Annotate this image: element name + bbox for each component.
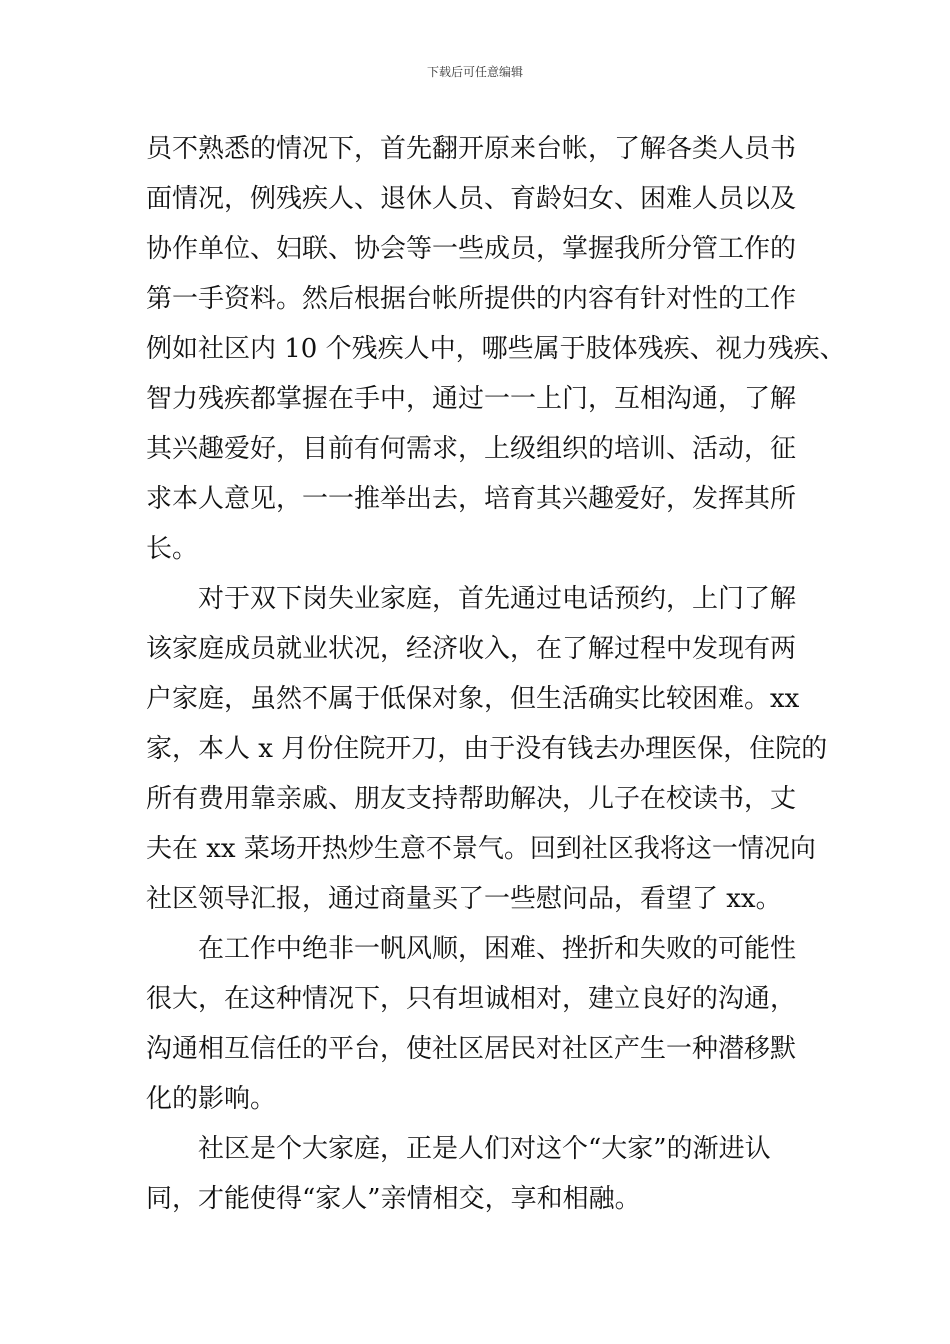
text-line: 在工作中绝非一帆风顺，困难、挫折和失败的可能性 <box>146 934 797 964</box>
text-line: 家，本人 x 月份住院开刀，由于没有钱去办理医保，住院的 <box>146 734 828 764</box>
text-line: 夫在 xx 菜场开热炒生意不景气。回到社区我将这一情况向 <box>146 834 816 864</box>
text-line: 求本人意见，一一推举出去，培育其兴趣爱好，发挥其所 <box>146 484 797 514</box>
text-line: 社区领导汇报，通过商量买了一些慰问品，看望了 xx。 <box>146 884 782 914</box>
text-line: 面情况，例残疾人、退休人员、育龄妇女、困难人员以及 <box>146 184 797 214</box>
text-line: 长。 <box>146 534 199 564</box>
text-line: 智力残疾都掌握在手中，通过一一上门，互相沟通，了解 <box>146 384 797 414</box>
text-line: 其兴趣爱好，目前有何需求，上级组织的培训、活动，征 <box>146 434 797 464</box>
text-line: 社区是个大家庭，正是人们对这个“大家”的渐进认 <box>146 1134 771 1164</box>
text-line: 例如社区内 10 个残疾人中，哪些属于肢体残疾、视力残疾、 <box>146 334 846 364</box>
text-line: 协作单位、妇联、协会等一些成员，掌握我所分管工作的 <box>146 234 797 264</box>
document-body <box>146 124 846 1224</box>
text-line: 很大，在这种情况下，只有坦诚相对，建立良好的沟通， <box>146 984 797 1014</box>
text-line: 该家庭成员就业状况，经济收入，在了解过程中发现有两 <box>146 634 797 664</box>
text-line: 员不熟悉的情况下，首先翻开原来台帐，了解各类人员书 <box>146 134 797 164</box>
page-header: 下载后可任意编辑 <box>426 65 523 79</box>
text-line: 所有费用靠亲戚、朋友支持帮助解决，儿子在校读书，丈 <box>146 784 797 814</box>
text-line: 化的影响。 <box>146 1084 277 1114</box>
text-line: 户家庭，虽然不属于低保对象，但生活确实比较困难。xx <box>146 684 800 714</box>
text-line: 对于双下岗失业家庭，首先通过电话预约，上门了解 <box>146 584 797 614</box>
text-line: 第一手资料。然后根据台帐所提供的内容有针对性的工作 <box>146 284 797 314</box>
text-line: 同，才能使得“家人”亲情相交，享和相融。 <box>146 1184 641 1214</box>
text-line: 沟通相互信任的平台，使社区居民对社区产生一种潜移默 <box>146 1034 797 1064</box>
